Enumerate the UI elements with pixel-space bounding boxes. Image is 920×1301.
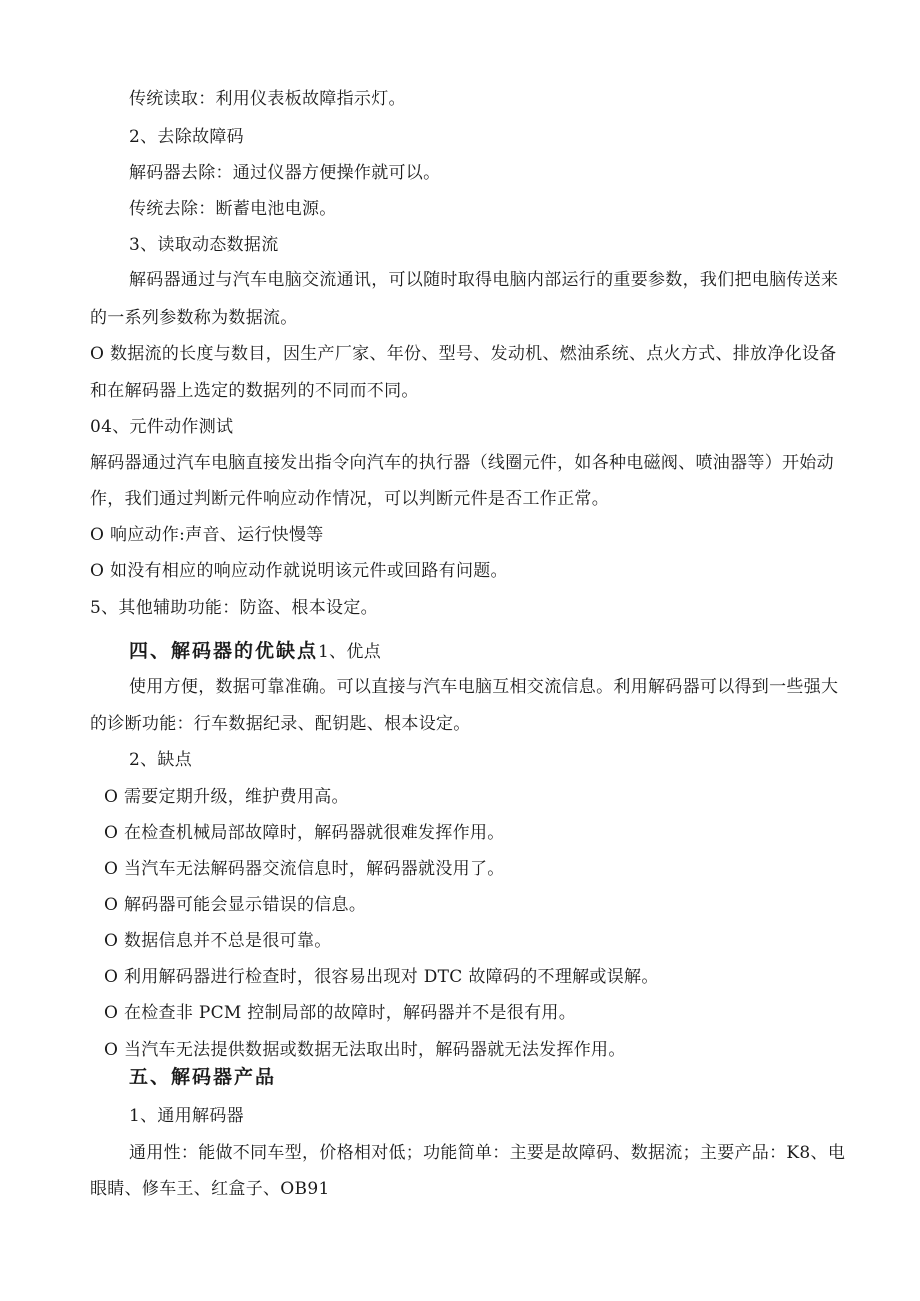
bullet-item: O 当汽车无法提供数据或数据无法取出时，解码器就无法发挥作用。 [104,1040,626,1060]
subheading: 3、读取动态数据流 [129,235,279,255]
subheading: 04、元件动作测试 [90,417,234,437]
paragraph-line: 5、其他辅助功能：防盗、根本设定。 [90,598,378,618]
bullet-item: O 响应动作:声音、运行快慢等 [90,525,324,545]
subheading: 1、优点 [318,642,382,662]
paragraph-line: 传统读取：利用仪表板故障指示灯。 [129,89,406,109]
bullet-item: O 数据信息并不总是很可靠。 [104,931,332,951]
section-heading-text: 四、解码器的优缺点 [129,640,319,662]
bullet-item: O 利用解码器进行检查时，很容易出现对 DTC 故障码的不理解或误解。 [104,967,659,987]
paragraph-line: 使用方便，数据可靠准确。可以直接与汽车电脑互相交流信息。利用解码器可以得到一些强大 [129,677,839,697]
bullet-item: O 如没有相应的响应动作就说明该元件或回路有问题。 [90,561,508,581]
paragraph-line: 和在解码器上选定的数据列的不同而不同。 [90,381,419,401]
paragraph-line: 作，我们通过判断元件响应动作情况，可以判断元件是否工作正常。 [90,489,609,509]
subheading: 2、缺点 [129,750,193,770]
bullet-item: O 当汽车无法解码器交流信息时，解码器就没用了。 [104,859,505,879]
bullet-item: O 在检查非 PCM 控制局部的故障时，解码器并不是很有用。 [104,1003,576,1023]
bullet-item: O 解码器可能会显示错误的信息。 [104,895,367,915]
paragraph-line: 解码器去除：通过仪器方便操作就可以。 [129,163,441,183]
paragraph-line: 的诊断功能：行车数据纪录、配钥匙、根本设定。 [90,714,471,734]
bullet-item: O 需要定期升级，维护费用高。 [104,787,349,807]
section-heading-5: 五、解码器产品 [129,1066,277,1088]
subheading: 2、去除故障码 [129,127,244,147]
paragraph-line: 传统去除：断蓄电池电源。 [129,199,337,219]
bullet-item: O 在检查机械局部故障时，解码器就很难发挥作用。 [104,823,505,843]
paragraph-line: 解码器通过汽车电脑直接发出指令向汽车的执行器（线圈元件，如各种电磁阀、喷油器等）开始动 [90,453,834,473]
paragraph-line: 的一系列参数称为数据流。 [90,308,298,328]
bullet-item: O 数据流的长度与数目，因生产厂家、年份、型号、发动机、燃油系统、点火方式、排放净化设备 [90,344,837,364]
paragraph-line: 通用性：能做不同车型，价格相对低；功能简单：主要是故障码、数据流；主要产品：K8、电 [129,1143,846,1163]
paragraph-line: 解码器通过与汽车电脑交流通讯，可以随时取得电脑内部运行的重要参数，我们把电脑传送来 [129,270,839,290]
paragraph-line: 眼睛、修车王、红盒子、OB91 [90,1179,330,1199]
subheading: 1、通用解码器 [129,1106,244,1126]
section-heading-4 [129,640,381,663]
